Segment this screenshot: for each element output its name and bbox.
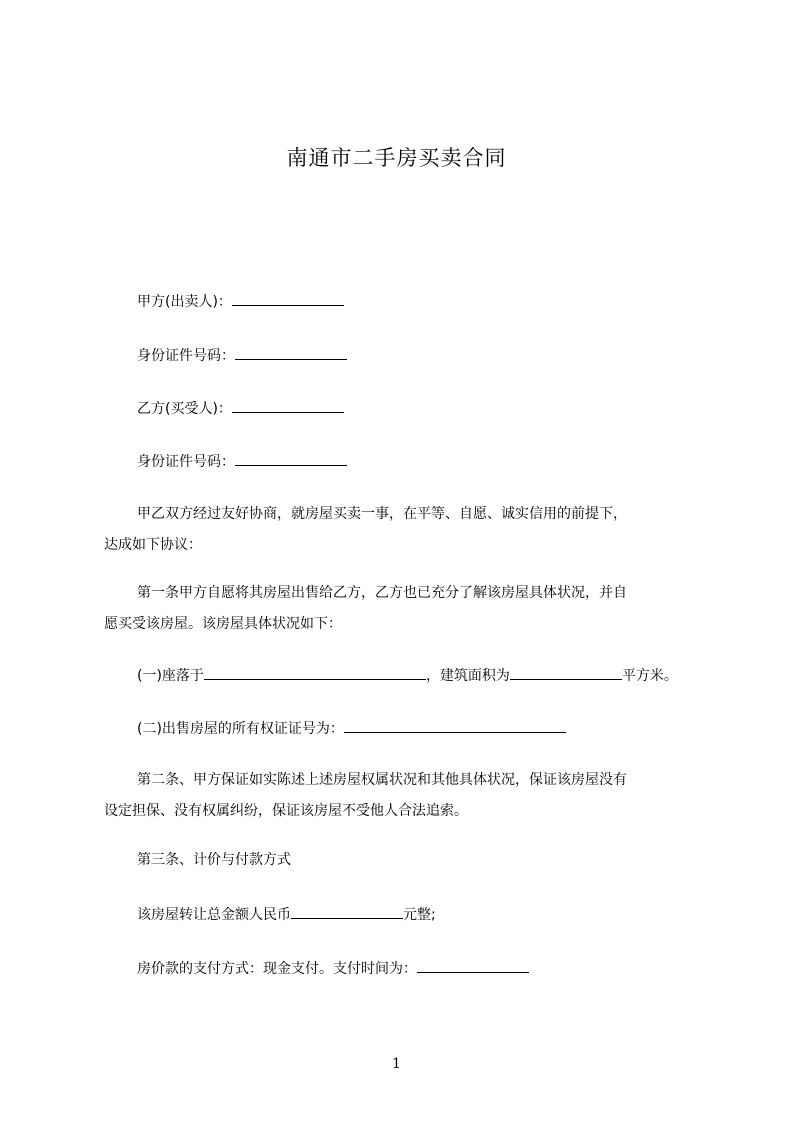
- item-1-prefix: (一)座落于: [137, 668, 204, 684]
- item-2-line: [137, 718, 566, 739]
- total-amount-blank[interactable]: [291, 904, 403, 919]
- party-a-id-line: [137, 345, 347, 366]
- article-1-paragraph: [104, 578, 704, 640]
- page-number: 1: [392, 1056, 401, 1072]
- location-blank[interactable]: [204, 665, 426, 680]
- total-amount-line: [137, 904, 436, 925]
- article-1-line-2: 愿买受该房屋。该房屋具体状况如下：: [104, 616, 342, 632]
- item-2-prefix: (二)出售房屋的所有权证证号为：: [137, 721, 344, 737]
- party-a-id-blank[interactable]: [235, 345, 347, 360]
- party-a-blank[interactable]: [232, 291, 344, 306]
- payment-time-blank[interactable]: [417, 958, 529, 973]
- area-blank[interactable]: [510, 665, 622, 680]
- item-1-suffix: 平方米。: [621, 668, 678, 684]
- party-b-blank[interactable]: [232, 398, 344, 413]
- document-title: 南通市二手房买卖合同: [286, 146, 507, 170]
- party-b-id-blank[interactable]: [235, 451, 347, 466]
- party-b-line: [137, 398, 344, 419]
- intro-line-1: 甲乙双方经过友好协商，就房屋买卖一事，在平等、自愿、诚实信用的前提下，: [137, 506, 627, 522]
- article-2-paragraph: [104, 765, 704, 827]
- certificate-number-blank[interactable]: [344, 718, 566, 733]
- party-a-line: [137, 291, 344, 312]
- article-3-title-text: 第三条、计价与付款方式: [137, 852, 291, 868]
- item-1-line: [137, 665, 678, 686]
- intro-paragraph: [104, 499, 704, 561]
- article-2-line-1: 第二条、甲方保证如实陈述上述房屋权属状况和其他具体状况，保证该房屋没有: [137, 772, 627, 788]
- party-b-label: 乙方(买受人)：: [137, 401, 232, 417]
- party-a-label: 甲方(出卖人)：: [137, 294, 232, 310]
- party-b-id-line: [137, 451, 347, 472]
- intro-line-2: 达成如下协议：: [104, 537, 202, 553]
- total-suffix: 元整;: [403, 907, 436, 923]
- party-a-id-label: 身份证件号码：: [137, 348, 235, 364]
- article-1-line-1: 第一条甲方自愿将其房屋出售给乙方，乙方也已充分了解该房屋具体状况，并自: [137, 585, 627, 601]
- party-b-id-label: 身份证件号码：: [137, 454, 235, 470]
- article-3-title: [137, 850, 291, 870]
- item-1-middle: ，建筑面积为: [425, 668, 510, 684]
- payment-prefix: 房价款的支付方式：现金支付。支付时间为：: [137, 961, 417, 977]
- article-2-line-2: 设定担保、没有权属纠纷，保证该房屋不受他人合法追索。: [104, 803, 468, 819]
- total-prefix: 该房屋转让总金额人民币: [137, 907, 291, 923]
- payment-line: [137, 958, 529, 979]
